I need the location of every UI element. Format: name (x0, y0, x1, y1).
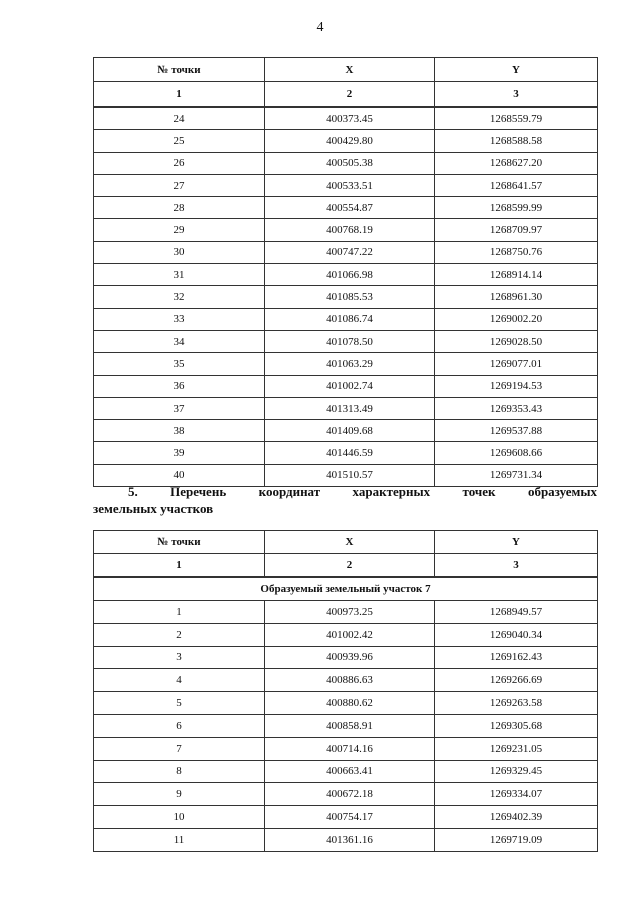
point-number-cell: 38 (94, 420, 265, 442)
x-coordinate-cell: 400886.63 (265, 669, 435, 692)
table-row (94, 420, 598, 442)
table-row (94, 669, 598, 692)
point-number-cell: 25 (94, 130, 265, 152)
coordinates-table-2 (93, 530, 598, 852)
y-coordinate-cell: 1268709.97 (435, 219, 598, 241)
section-heading-line-2: земельных участков (93, 501, 214, 516)
x-coordinate-cell: 400973.25 (265, 601, 435, 624)
point-number-cell: 11 (94, 828, 265, 851)
x-coordinate-cell: 400880.62 (265, 692, 435, 715)
y-coordinate-cell: 1269194.53 (435, 375, 598, 397)
point-number-cell: 9 (94, 783, 265, 806)
x-coordinate-cell: 400747.22 (265, 241, 435, 263)
point-number-cell: 36 (94, 375, 265, 397)
table-row (94, 692, 598, 715)
point-number-cell: 30 (94, 241, 265, 263)
section-heading-line-1 (93, 483, 597, 500)
x-coordinate-cell: 401002.74 (265, 375, 435, 397)
table-row (94, 760, 598, 783)
point-number-cell: 37 (94, 397, 265, 419)
column-number: 2 (265, 554, 435, 578)
point-number-cell: 27 (94, 174, 265, 196)
y-coordinate-cell: 1268588.58 (435, 130, 598, 152)
table-row (94, 714, 598, 737)
column-header-y: Y (435, 58, 598, 82)
x-coordinate-cell: 401066.98 (265, 264, 435, 286)
y-coordinate-cell: 1269162.43 (435, 646, 598, 669)
x-coordinate-cell: 400768.19 (265, 219, 435, 241)
point-number-cell: 29 (94, 219, 265, 241)
table-row (94, 646, 598, 669)
column-number: 3 (435, 554, 598, 578)
y-coordinate-cell: 1269077.01 (435, 353, 598, 375)
table-row (94, 623, 598, 646)
y-coordinate-cell: 1269537.88 (435, 420, 598, 442)
column-number: 3 (435, 82, 598, 108)
table-row (94, 375, 598, 397)
section-number: 5. (128, 484, 138, 499)
x-coordinate-cell: 401085.53 (265, 286, 435, 308)
point-number-cell: 34 (94, 330, 265, 352)
table-row (94, 442, 598, 464)
column-header-point-number: № точки (94, 58, 265, 82)
table-row (94, 107, 598, 130)
table-body (94, 107, 598, 487)
table-row (94, 601, 598, 624)
table-header-row (94, 58, 598, 82)
y-coordinate-cell: 1268961.30 (435, 286, 598, 308)
point-number-cell: 2 (94, 623, 265, 646)
point-number-cell: 35 (94, 353, 265, 375)
point-number-cell: 4 (94, 669, 265, 692)
y-coordinate-cell: 1269353.43 (435, 397, 598, 419)
x-coordinate-cell: 401313.49 (265, 397, 435, 419)
x-coordinate-cell: 400939.96 (265, 646, 435, 669)
column-header-x: X (265, 58, 435, 82)
y-coordinate-cell: 1269040.34 (435, 623, 598, 646)
point-number-cell: 33 (94, 308, 265, 330)
x-coordinate-cell: 400373.45 (265, 107, 435, 130)
y-coordinate-cell: 1268627.20 (435, 152, 598, 174)
x-coordinate-cell: 400663.41 (265, 760, 435, 783)
point-number-cell: 8 (94, 760, 265, 783)
x-coordinate-cell: 400672.18 (265, 783, 435, 806)
x-coordinate-cell: 400714.16 (265, 737, 435, 760)
y-coordinate-cell: 1269334.07 (435, 783, 598, 806)
y-coordinate-cell: 1269028.50 (435, 330, 598, 352)
heading-word: Перечень (170, 484, 227, 499)
heading-word: характерных (352, 484, 431, 499)
y-coordinate-cell: 1268914.14 (435, 264, 598, 286)
x-coordinate-cell: 401063.29 (265, 353, 435, 375)
y-coordinate-cell: 1269266.69 (435, 669, 598, 692)
y-coordinate-cell: 1269719.09 (435, 828, 598, 851)
heading-word: точек (462, 484, 496, 499)
point-number-cell: 10 (94, 806, 265, 829)
table-row (94, 197, 598, 219)
table-row (94, 308, 598, 330)
table-section-row (94, 577, 598, 601)
point-number-cell: 28 (94, 197, 265, 219)
x-coordinate-cell: 400505.38 (265, 152, 435, 174)
column-header-y: Y (435, 531, 598, 554)
column-number: 1 (94, 82, 265, 108)
point-number-cell: 39 (94, 442, 265, 464)
y-coordinate-cell: 1269402.39 (435, 806, 598, 829)
y-coordinate-cell: 1268559.79 (435, 107, 598, 130)
y-coordinate-cell: 1269329.45 (435, 760, 598, 783)
y-coordinate-cell: 1269731.34 (435, 464, 598, 486)
y-coordinate-cell: 1269231.05 (435, 737, 598, 760)
y-coordinate-cell: 1268641.57 (435, 174, 598, 196)
heading-word: образуемых (527, 484, 597, 499)
point-number-cell: 40 (94, 464, 265, 486)
y-coordinate-cell: 1269608.66 (435, 442, 598, 464)
y-coordinate-cell: 1269002.20 (435, 308, 598, 330)
section-heading (93, 483, 597, 517)
table-row (94, 286, 598, 308)
point-number-cell: 31 (94, 264, 265, 286)
table-row (94, 174, 598, 196)
coordinates-table-1 (93, 57, 598, 487)
x-coordinate-cell: 400858.91 (265, 714, 435, 737)
point-number-cell: 1 (94, 601, 265, 624)
y-coordinate-cell: 1268949.57 (435, 601, 598, 624)
column-number-row (94, 554, 598, 578)
x-coordinate-cell: 400533.51 (265, 174, 435, 196)
column-header-x: X (265, 531, 435, 554)
y-coordinate-cell: 1269263.58 (435, 692, 598, 715)
column-number-row (94, 82, 598, 108)
column-header-point-number: № точки (94, 531, 265, 554)
x-coordinate-cell: 401409.68 (265, 420, 435, 442)
point-number-cell: 3 (94, 646, 265, 669)
table-row (94, 152, 598, 174)
table-row (94, 330, 598, 352)
y-coordinate-cell: 1268750.76 (435, 241, 598, 263)
point-number-cell: 24 (94, 107, 265, 130)
point-number-cell: 32 (94, 286, 265, 308)
table-row (94, 828, 598, 851)
table-row (94, 264, 598, 286)
point-number-cell: 7 (94, 737, 265, 760)
x-coordinate-cell: 400554.87 (265, 197, 435, 219)
table-row (94, 130, 598, 152)
table-row (94, 241, 598, 263)
table-row (94, 806, 598, 829)
column-number: 2 (265, 82, 435, 108)
table-row (94, 783, 598, 806)
table-row (94, 353, 598, 375)
x-coordinate-cell: 401078.50 (265, 330, 435, 352)
x-coordinate-cell: 400429.80 (265, 130, 435, 152)
table-body (94, 577, 598, 851)
page-number: 4 (316, 20, 324, 35)
table-row (94, 219, 598, 241)
point-number-cell: 6 (94, 714, 265, 737)
point-number-cell: 26 (94, 152, 265, 174)
table-row (94, 737, 598, 760)
x-coordinate-cell: 401446.59 (265, 442, 435, 464)
column-number: 1 (94, 554, 265, 578)
table-row (94, 397, 598, 419)
x-coordinate-cell: 401002.42 (265, 623, 435, 646)
heading-word: координат (258, 484, 321, 499)
point-number-cell: 5 (94, 692, 265, 715)
land-plot-title: Образуемый земельный участок 7 (94, 577, 598, 601)
x-coordinate-cell: 400754.17 (265, 806, 435, 829)
x-coordinate-cell: 401510.57 (265, 464, 435, 486)
y-coordinate-cell: 1269305.68 (435, 714, 598, 737)
x-coordinate-cell: 401086.74 (265, 308, 435, 330)
table-header-row (94, 531, 598, 554)
y-coordinate-cell: 1268599.99 (435, 197, 598, 219)
x-coordinate-cell: 401361.16 (265, 828, 435, 851)
